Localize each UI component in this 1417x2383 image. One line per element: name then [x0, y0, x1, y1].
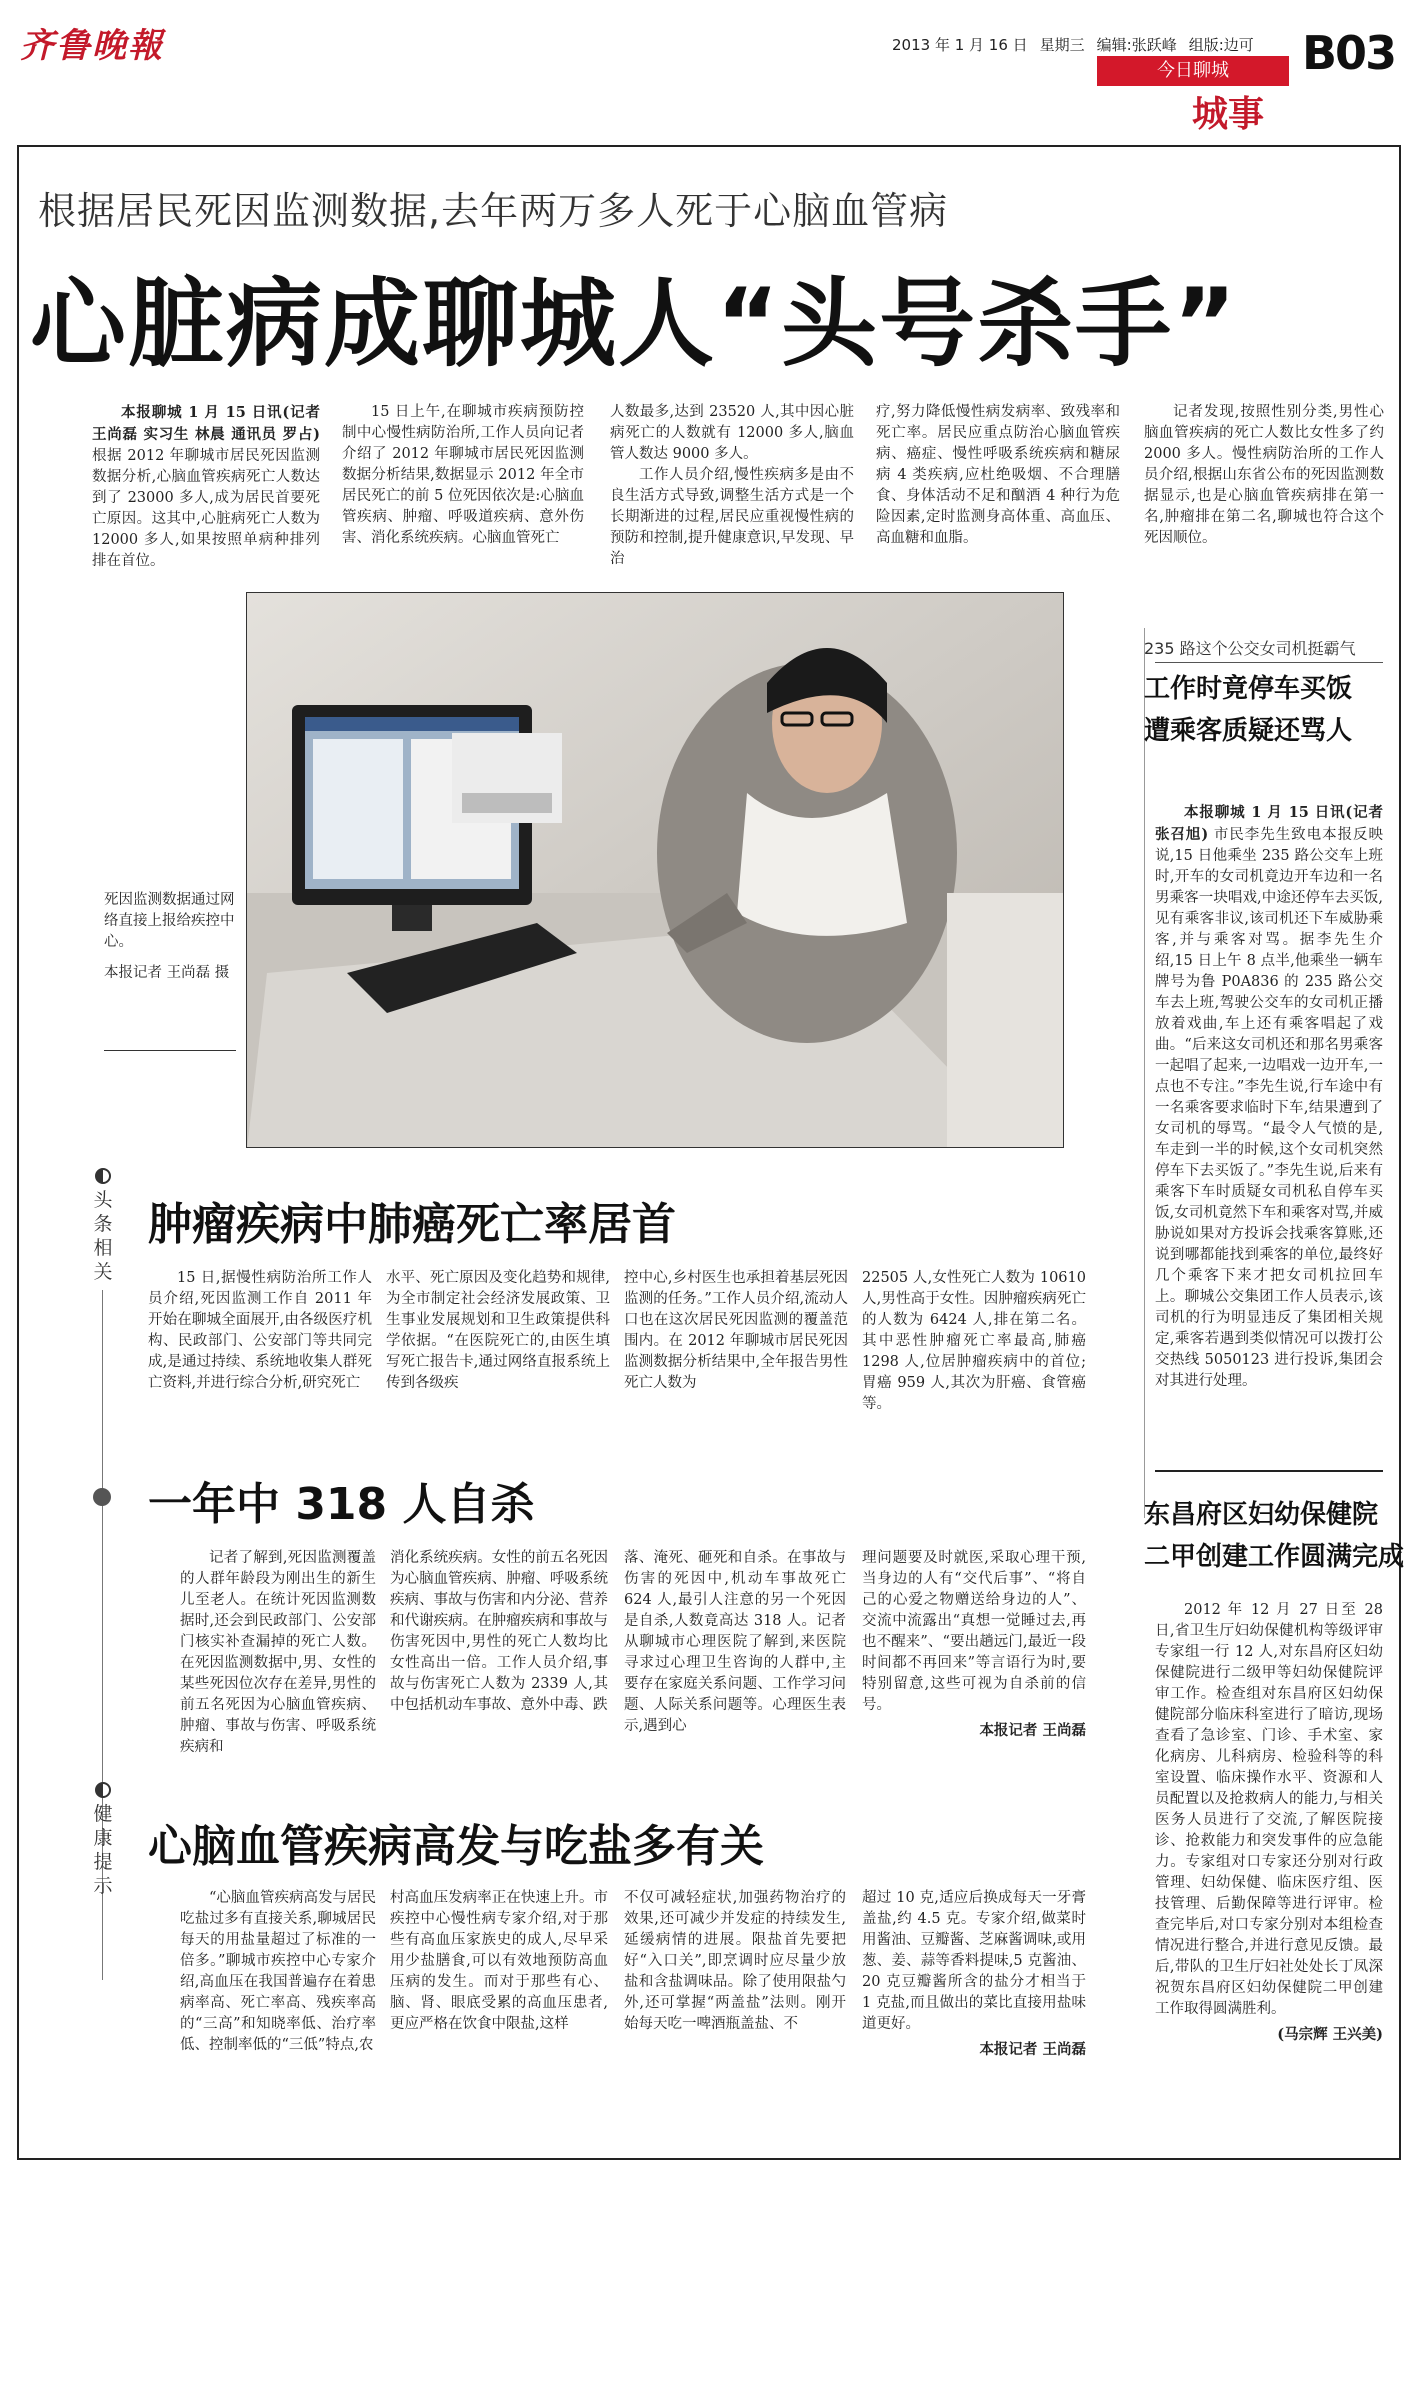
tumor-column-3-text: 控中心,乡村医生也承担着基层死因监测的任务。”工作人员介绍,流动人口也在这次居民死因监测的覆盖范围内。在 2012 年聊城市居民死因监测数据分析结果中,全年报告男性死亡人数为 — [624, 1270, 848, 1391]
hospital-story-text: 2012 年 12 月 27 日至 28 日,省卫生厅妇幼保健机构等级评审专家组一行 12 人,对东昌府区妇幼保健院进行二级甲等妇幼保健院评审工作。检查组对东昌府区妇幼保健院部分临床科室进行了暗访,现场查看了急诊室、门诊、手术室、家化病房、儿科病房、检验科等的科室设置、临床操作水平、资源和人员配置以及抢救病人的能力,与相关医务人员进行了交流,了解医院接诊、抢救能力和突发事件的应急能力。专家组对口专家还分别对行政管理、妇幼保健、临床医疗组、医技管理、后勤保障等进行评审。检查完毕后,对口专家分别对本组检查情况进行整合,并进行意见反馈。最后,带队的卫生厅妇社处处长丁凤深祝贺东昌府区妇幼保健院二甲创建工作取得圆满胜利。 — [1155, 1602, 1383, 2017]
salt-column-3-text: 不仅可减轻症状,加强药物治疗的效果,还可减少并发症的持续发生,延缓病情的进展。限盐首先要把好“入口关”,即烹调时应尽量少放盐和含盐调味品。除了使用限盐勺外,还可掌握“两盖盐”法则。刚开始每天吃一啤酒瓶盖盐、不 — [624, 1890, 846, 2032]
lead-column-5 — [1144, 402, 1384, 572]
lead-column-2-text: 15 日上午,在聊城市疾病预防控制中心慢性病防治所,工作人员向记者介绍了 2012 年聊城市居民死因监测数据分析结果,数据显示 2012 年全市居民死亡的前 5 位死因依次是:心脑血管疾病、肿瘤、呼吸道疾病、意外伤害、消化系统疾病。心脑血管死亡 — [342, 404, 584, 546]
lead-column-5-text: 记者发现,按照性别分类,男性心脑血管疾病的死亡人数比女性多了约 2000 多人。慢性病防治所的工作人员介绍,根据山东省公布的死因监测数据显示,也是心脑血管疾病排在第一名,肿瘤排在第二名,聊城也符合这个死因顺位。 — [1144, 404, 1384, 546]
bus-title-line-1: 工作时竟停车买饭 — [1144, 674, 1353, 704]
salt-column-2 — [390, 1888, 608, 2098]
tumor-column-2-text: 水平、死亡原因及变化趋势和规律,为全市制定社会经济发展政策、卫生事业发展规划和卫生政策提供科学依据。“在医院死亡的,由医生填写死亡报告卡,通过网络直报系统上传到各级疾 — [386, 1270, 610, 1391]
lead-column-1-text: 根据 2012 年聊城市居民死因监测数据分析,心脑血管疾病死亡人数达到了 23000 多人,成为居民首要死亡原因。这其中,心脏病死亡人数为 12000 多人,如果按照单病种排列排在首位。 — [92, 448, 320, 569]
hospital-story-body — [1155, 1600, 1383, 2100]
bus-story-body — [1155, 802, 1383, 1460]
bus-story-text: 市民李先生致电本报反映说,15 日他乘坐 235 路公交车上班时,开车的女司机竟边开车边和一名男乘客一块唱戏,中途还停车去买饭,见有乘客非议,该司机还下车威胁乘客,并与乘客对骂。据李先生介绍,15 日上午 8 点半,他乘坐一辆车牌号为鲁 P0A836 的 235 路公交车去上班,驾驶公交车的女司机正播放着戏曲,车上还有乘客唱起了戏曲。“后来这女司机还和那名男乘客一起唱了起来,一边唱戏一边开车,一点也不专注。”李先生说,行车途中有一名乘客要求临时下车,结果遭到了女司机的辱骂。“最令人气愤的是,车走到一半的时候,这个女司机突然停车下去买饭了。”李先生说,后来有乘客下车时质疑女司机私自停车买饭,女司机竟然下车和乘客对骂,并威胁说如果对方投诉会找乘客算账,还说到哪都能找到乘客的单位,最终好几个乘客下来才把女司机拉回车上。聊城公交集团工作人员表示,该司机的行为明显违反了集团相关规定,乘客若遇到类似情况可以拨打公交热线 5050123 进行投诉,集团会对其进行处理。 — [1155, 827, 1383, 1389]
photo-caption-text: 死因监测数据通过网络直接上报给疾控中心。 — [104, 892, 235, 950]
tumor-column-4 — [862, 1268, 1086, 1446]
masthead-logo: 齐鲁晚報 — [20, 26, 164, 66]
page-number: B03 — [1302, 26, 1396, 80]
hospital-credit: (马宗辉 王兴美) — [1277, 2026, 1383, 2043]
lead-kicker: 根据居民死因监测数据,去年两万多人死于心脑血管病 — [38, 189, 949, 233]
issue-meta — [892, 34, 1266, 55]
tumor-column-3 — [624, 1268, 848, 1446]
salt-column-1 — [180, 1888, 376, 2098]
issue-date: 2013 年 1 月 16 日 — [892, 36, 1028, 54]
bus-title — [1144, 668, 1352, 752]
sidebar-divider — [1155, 1470, 1383, 1472]
salt-subhead: 心脑血管疾病高发与吃盐多有关 — [148, 1821, 764, 1872]
lead-column-4-text: 疗,努力降低慢性病发病率、致残率和死亡率。居民应重点防治心脑血管疾病、癌症、慢性呼吸系统疾病和糖尿病 4 类疾病,应杜绝吸烟、不合理膳食、身体活动不足和酗酒 4 种行为危险因素,定时监测身高体重、高血压、高血糖和血脂。 — [876, 404, 1120, 546]
suicide-column-4-text: 理问题要及时就医,采取心理干预,当身边的人有“交代后事”、“将自己的心爱之物赠送给身边的人”、交流中流露出“真想一觉睡过去,再也不醒来”、“要出趟远门,最近一段时间都不再回来”等言语行为时,要特别留意,这些可视为自杀前的信号。 — [862, 1550, 1086, 1713]
suicide-column-2 — [390, 1548, 608, 1782]
bullet-dot-icon — [93, 1488, 111, 1506]
section-tag: 今日聊城 — [1097, 56, 1289, 86]
lead-dateline: 本报聊城 1 月 15 日讯(记者 王尚磊 实习生 林晨 通讯员 罗占) — [92, 404, 320, 443]
layout-credit: 组版:边可 — [1188, 36, 1254, 54]
hospital-title-line-1: 东昌府区妇幼保健院 — [1144, 1500, 1379, 1530]
suicide-column-1-text: 记者了解到,死因监测覆盖的人群年龄段为刚出生的新生儿至老人。在统计死因监测数据时,还会到民政部门、公安部门核实补查漏掉的死亡人数。在死因监测数据中,男、女性的某些死因位次存在差异,男性的前五名死因为心脑血管疾病、肿瘤、事故与伤害、呼吸系统疾病和 — [180, 1550, 376, 1755]
tumor-column-1 — [148, 1268, 372, 1446]
bus-dateline: 本报聊城 1 月 15 日讯(记者 张召旭) — [1155, 804, 1383, 843]
hospital-title-line-2: 二甲创建工作圆满完成 — [1144, 1542, 1405, 1572]
salt-column-3 — [624, 1888, 846, 2098]
half-circle-icon — [95, 1168, 111, 1184]
tumor-column-2 — [386, 1268, 610, 1446]
salt-column-1-text: “心脑血管疾病高发与居民吃盐过多有直接关系,聊城居民每天的用盐量超过了标准的一倍多。”聊城市疾控中心专家介绍,高血压在我国普遍存在着患病率高、死亡率高、残疾率高的“三高”和知晓率低、治疗率低、控制率低的“三低”特点,农 — [180, 1890, 376, 2053]
editor-credit: 编辑:张跃峰 — [1096, 36, 1177, 54]
suicide-credit: 本报记者 王尚磊 — [979, 1722, 1086, 1739]
suicide-column-3-text: 落、淹死、砸死和自杀。在事故与伤害的死因中,机动车事故死亡 624 人,最引人注意的另一个死因是自杀,人数竟高达 318 人。记者从聊城市心理医院了解到,来医院寻求过心理卫生咨询的人群中,主要存在家庭关系问题、工作学习问题、人际关系问题等。心理医生表示,遇到心 — [624, 1550, 846, 1734]
lead-column-3 — [610, 402, 854, 572]
lead-column-2 — [342, 402, 584, 572]
lead-column-4 — [876, 402, 1120, 572]
issue-weekday: 星期三 — [1039, 36, 1085, 54]
bus-title-line-2: 遭乘客质疑还骂人 — [1144, 716, 1353, 746]
suicide-column-4 — [862, 1548, 1086, 1782]
health-label — [90, 1782, 116, 1898]
tumor-column-1-text: 15 日,据慢性病防治所工作人员介绍,死因监测工作自 2011 年开始在聊城全面展开,由各级医疗机构、民政部门、公安部门等共同完成,是通过持续、系统地收集人群死亡资料,并进行综合分析,研究死亡 — [148, 1270, 372, 1391]
hospital-title — [1144, 1494, 1404, 1578]
half-circle-icon — [95, 1782, 111, 1798]
salt-column-4-text: 超过 10 克,适应后换成每天一牙膏盖盐,约 4.5 克。专家介绍,做菜时用酱油、豆瓣酱、芝麻酱调味,或用葱、姜、蒜等香料提味,5 克酱油、20 克豆瓣酱所含的盐分才相当于 1 克盐,而且做出的菜比直接用盐味道更好。 — [862, 1890, 1086, 2032]
salt-credit: 本报记者 王尚磊 — [979, 2041, 1086, 2058]
photo-caption — [104, 890, 236, 984]
caption-divider — [104, 1050, 236, 1051]
suicide-column-2-text: 消化系统疾病。女性的前五名死因为心脑血管疾病、肿瘤、呼吸系统疾病、事故与伤害和内分泌、营养和代谢疾病。在肿瘤疾病和事故与伤害死因中,男性的死亡人数均比女性高出一倍。工作人员介绍,事故与伤害死亡人数为 2339 人,其中包括机动车事故、意外中毒、跌 — [390, 1550, 608, 1713]
lead-column-3-text2: 工作人员介绍,慢性疾病多是由不良生活方式导致,调整生活方式是一个长期渐进的过程,居民应重视慢性病的预防和控制,提升健康意识,早发现、早治 — [610, 467, 854, 567]
health-label-text: 健康提示 — [93, 1803, 113, 1897]
lead-column-3-text: 人数最多,达到 23520 人,其中因心脏病死亡的人数就有 12000 多人,脑血管人数达 9000 多人。 — [610, 404, 854, 462]
related-label-text: 头条相关 — [93, 1189, 113, 1283]
suicide-subhead: 一年中 318 人自杀 — [148, 1479, 535, 1530]
salt-column-4 — [862, 1888, 1086, 2098]
lead-headline: 心脏病成聊城人“头号杀手” — [30, 268, 1239, 380]
suicide-column-1 — [180, 1548, 376, 1782]
related-label — [90, 1168, 116, 1284]
lead-column-1 — [92, 402, 320, 572]
photo-illustration — [247, 593, 1064, 1148]
tumor-subhead: 肿瘤疾病中肺癌死亡率居首 — [148, 1199, 676, 1250]
news-photo — [246, 592, 1064, 1148]
bus-kicker: 235 路这个公交女司机挺霸气 — [1144, 639, 1356, 658]
salt-column-2-text: 村高血压发病率正在快速上升。市疾控中心慢性病专家介绍,对于那些有高血压家族史的成人,尽早采用少盐膳食,可以有效地预防高血压病的发生。而对于那些有心、脑、肾、眼底受累的高血压患者,更应严格在饮食中限盐,这样 — [390, 1890, 608, 2032]
photo-credit: 本报记者 王尚磊 摄 — [104, 965, 230, 981]
section-name: 城事 — [1192, 94, 1265, 135]
tumor-column-4-text: 22505 人,女性死亡人数为 10610 人,男性高于女性。因肿瘤疾病死亡的人数为 6424 人,排在第二名。其中恶性肿瘤死亡率最高,肺癌 1298 人,位居肿瘤疾病中的首位;胃癌 959 人,其次为肝癌、食管癌等。 — [862, 1270, 1086, 1412]
suicide-column-3 — [624, 1548, 846, 1782]
bus-kicker-underline — [1155, 662, 1383, 663]
sidebar-separator — [1144, 628, 1145, 1518]
